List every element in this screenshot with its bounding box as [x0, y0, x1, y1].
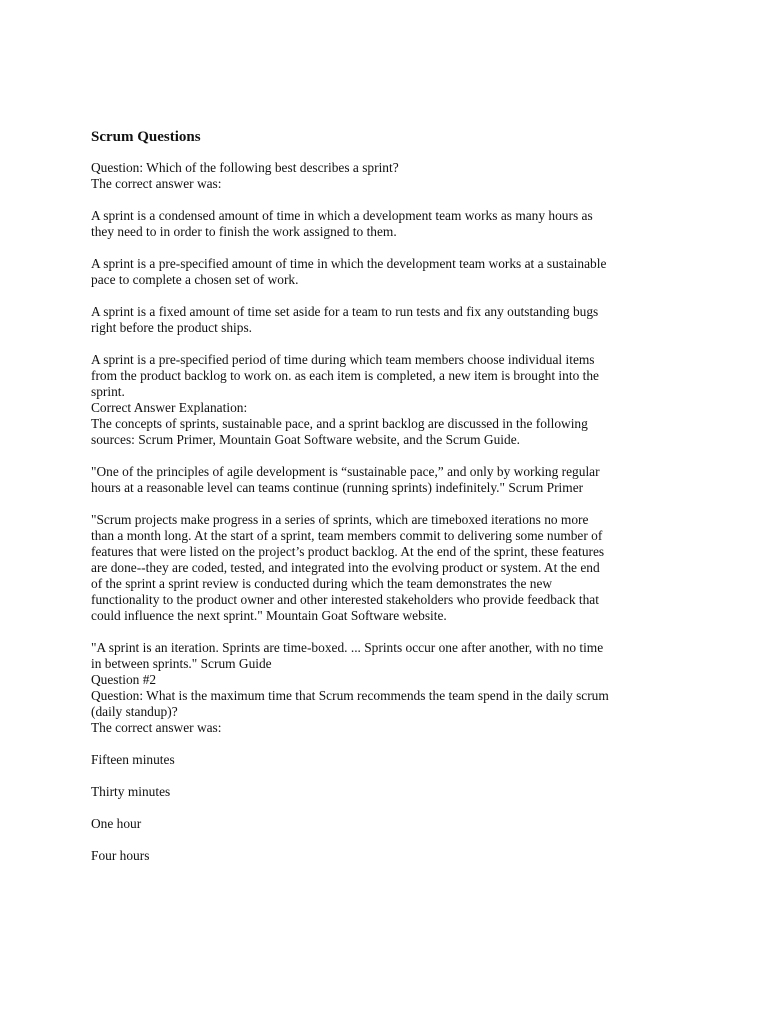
question-1-option-a	[91, 208, 691, 240]
question-2	[91, 672, 691, 864]
question-2-answer-intro: The correct answer was:	[91, 720, 222, 735]
option-line: sprint.	[91, 384, 125, 399]
option-line: pace to complete a chosen set of work.	[91, 272, 299, 287]
option-line: A sprint is a pre-specified amount of time in which the development team works at a sustainable	[91, 256, 607, 271]
document-title: Scrum Questions	[91, 129, 201, 145]
question-2-option: Four hours	[91, 848, 150, 863]
quote-line: than a month long. At the start of a sprint, team members commit to delivering some number of	[91, 528, 603, 543]
option-line: A sprint is a fixed amount of time set aside for a team to run tests and fix any outstanding bugs	[91, 304, 599, 319]
explanation-line: sources: Scrum Primer, Mountain Goat Software website, and the Scrum Guide.	[91, 432, 520, 447]
quote-line: "A sprint is an iteration. Sprints are time-boxed. ... Sprints occur one after another, with no time	[91, 640, 604, 655]
quote-line: functionality to the product owner and other interested stakeholders who provide feedback that	[91, 592, 599, 607]
quote-line: "One of the principles of agile development is “sustainable pace,” and only by working regular	[91, 464, 600, 479]
document-page	[91, 128, 691, 864]
option-line: they need to in order to finish the work assigned to them.	[91, 224, 397, 239]
quote-line: in between sprints." Scrum Guide	[91, 656, 272, 671]
quote-line: are done--they are coded, tested, and integrated into the evolving product or system. At the end	[91, 560, 600, 575]
question-2-option: Fifteen minutes	[91, 752, 175, 767]
quote-line: "Scrum projects make progress in a series of sprints, which are timeboxed iterations no more	[91, 512, 589, 527]
option-line: A sprint is a condensed amount of time in which a development team works as many hours as	[91, 208, 593, 223]
quote-scrum-primer	[91, 464, 691, 496]
question-1-option-d	[91, 352, 691, 400]
question-1	[91, 160, 691, 672]
explanation-line: The concepts of sprints, sustainable pace, and a sprint backlog are discussed in the following	[91, 416, 588, 431]
question-2-option: One hour	[91, 816, 142, 831]
question-2-option: Thirty minutes	[91, 784, 171, 799]
question-1-option-c	[91, 304, 691, 336]
question-2-text-line: (daily standup)?	[91, 704, 178, 719]
quote-mountain-goat	[91, 512, 691, 624]
explanation-label: Correct Answer Explanation:	[91, 400, 248, 415]
option-line: right before the product ships.	[91, 320, 253, 335]
question-1-option-b	[91, 256, 691, 288]
quote-line: of the sprint a sprint review is conducted during which the team demonstrates the new	[91, 576, 553, 591]
question-2-label: Question #2	[91, 672, 157, 687]
quote-line: features that were listed on the project’s product backlog. At the end of the sprint, these features	[91, 544, 605, 559]
question-2-text-line: Question: What is the maximum time that Scrum recommends the team spend in the daily scrum	[91, 688, 609, 703]
quote-line: hours at a reasonable level can teams continue (running sprints) indefinitely." Scrum Primer	[91, 480, 584, 495]
question-1-answer-intro: The correct answer was:	[91, 176, 222, 191]
quote-scrum-guide	[91, 640, 691, 672]
option-line: from the product backlog to work on. as each item is completed, a new item is brought into the	[91, 368, 599, 383]
option-line: A sprint is a pre-specified period of time during which team members choose individual items	[91, 352, 595, 367]
explanation-text	[91, 416, 691, 448]
question-1-text: Question: Which of the following best describes a sprint?	[91, 160, 399, 175]
quote-line: could influence the next sprint." Mountain Goat Software website.	[91, 608, 447, 623]
